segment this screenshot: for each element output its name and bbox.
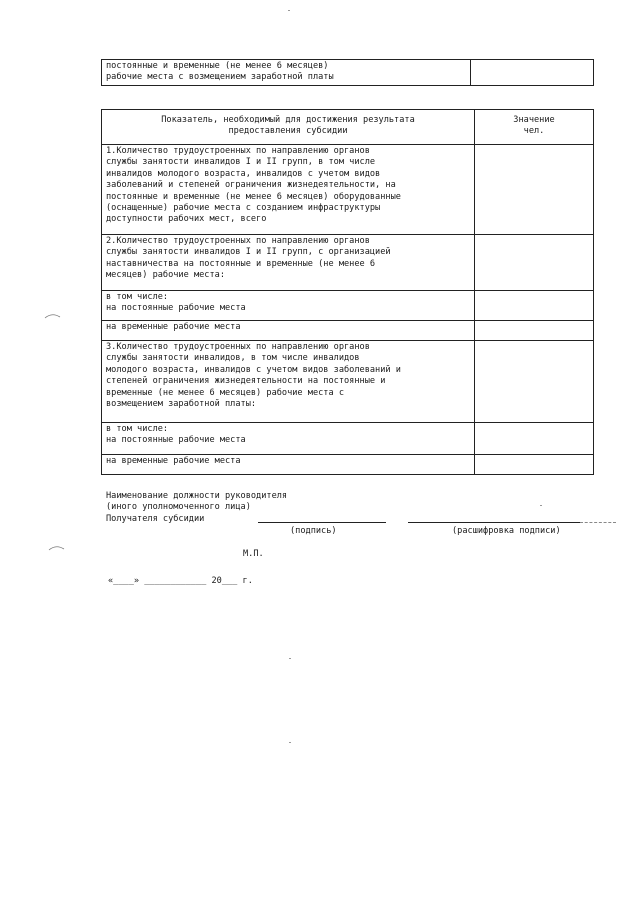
table-header-row (102, 110, 594, 145)
position-label: Наименование должности руководителя (иного уполномоченного лица) Получателя субсидии (106, 491, 288, 524)
signature-line (258, 522, 386, 523)
indicators-table (101, 109, 594, 475)
value-cell (475, 235, 594, 291)
header-indicator: Показатель, необходимый для достижения результата предоставления субсидии (102, 110, 475, 145)
table-row (102, 341, 594, 423)
indicator-cell: 3.Количество трудоустроенных по направлению органов службы занятости инвалидов, в том числе инвалидов молодого возраста, инвалидов с учетом видов заболеваний и степеней ограничения жизнедеятельности на постоянные и временные (не менее 6 месяцев) рабочие места с возмещением заработной платы: (102, 341, 475, 423)
continuation-indicator-cell: постоянные и временные (не менее 6 месяцев) рабочие места с возмещением заработной платы (102, 60, 471, 86)
decode-line (408, 522, 580, 523)
continuation-value-cell (471, 60, 594, 86)
table-row (102, 60, 594, 86)
scan-speck (289, 742, 291, 743)
scan-speck (288, 10, 290, 11)
table-row (102, 291, 594, 321)
value-cell (475, 321, 594, 341)
decode-caption: (расшифровка подписи) (452, 526, 561, 536)
indicator-cell: на временные рабочие места (102, 455, 475, 475)
signature-caption: (подпись) (290, 526, 337, 536)
scan-speck (289, 658, 291, 659)
value-cell (475, 423, 594, 455)
value-cell (475, 341, 594, 423)
continuation-table (101, 59, 594, 86)
scan-speck (540, 505, 542, 506)
scan-artifact-mark (44, 312, 62, 322)
table-row (102, 321, 594, 341)
date-line: «____» ____________ 20___ г. (108, 576, 253, 586)
indicator-cell: в том числе: на постоянные рабочие места (102, 291, 475, 321)
value-cell (475, 145, 594, 235)
indicator-cell: 1.Количество трудоустроенных по направлению органов службы занятости инвалидов I и II групп, в том числе инвалидов молодого возраста, инвалидов с учетом видов заболеваний и степеней ограничения жизнедеятельности, на постоянные и временные (не менее 6 месяцев) оборудованные (оснащенные) рабочие места с созданием инфраструктуры доступности рабочих мест, всего (102, 145, 475, 235)
value-cell (475, 455, 594, 475)
indicator-cell: в том числе: на постоянные рабочие места (102, 423, 475, 455)
table-row (102, 235, 594, 291)
scan-artifact-mark (48, 544, 66, 554)
indicator-cell: 2.Количество трудоустроенных по направлению органов службы занятости инвалидов I и II групп, с организацией наставничества на постоянные и временные (не менее 6 месяцев) рабочие места: (102, 235, 475, 291)
decorative-dash (580, 522, 616, 523)
table-row (102, 455, 594, 475)
table-row (102, 145, 594, 235)
table-row (102, 423, 594, 455)
stamp-label: М.П. (243, 549, 264, 559)
header-value: Значение чел. (475, 110, 594, 145)
value-cell (475, 291, 594, 321)
indicator-cell: на временные рабочие места (102, 321, 475, 341)
